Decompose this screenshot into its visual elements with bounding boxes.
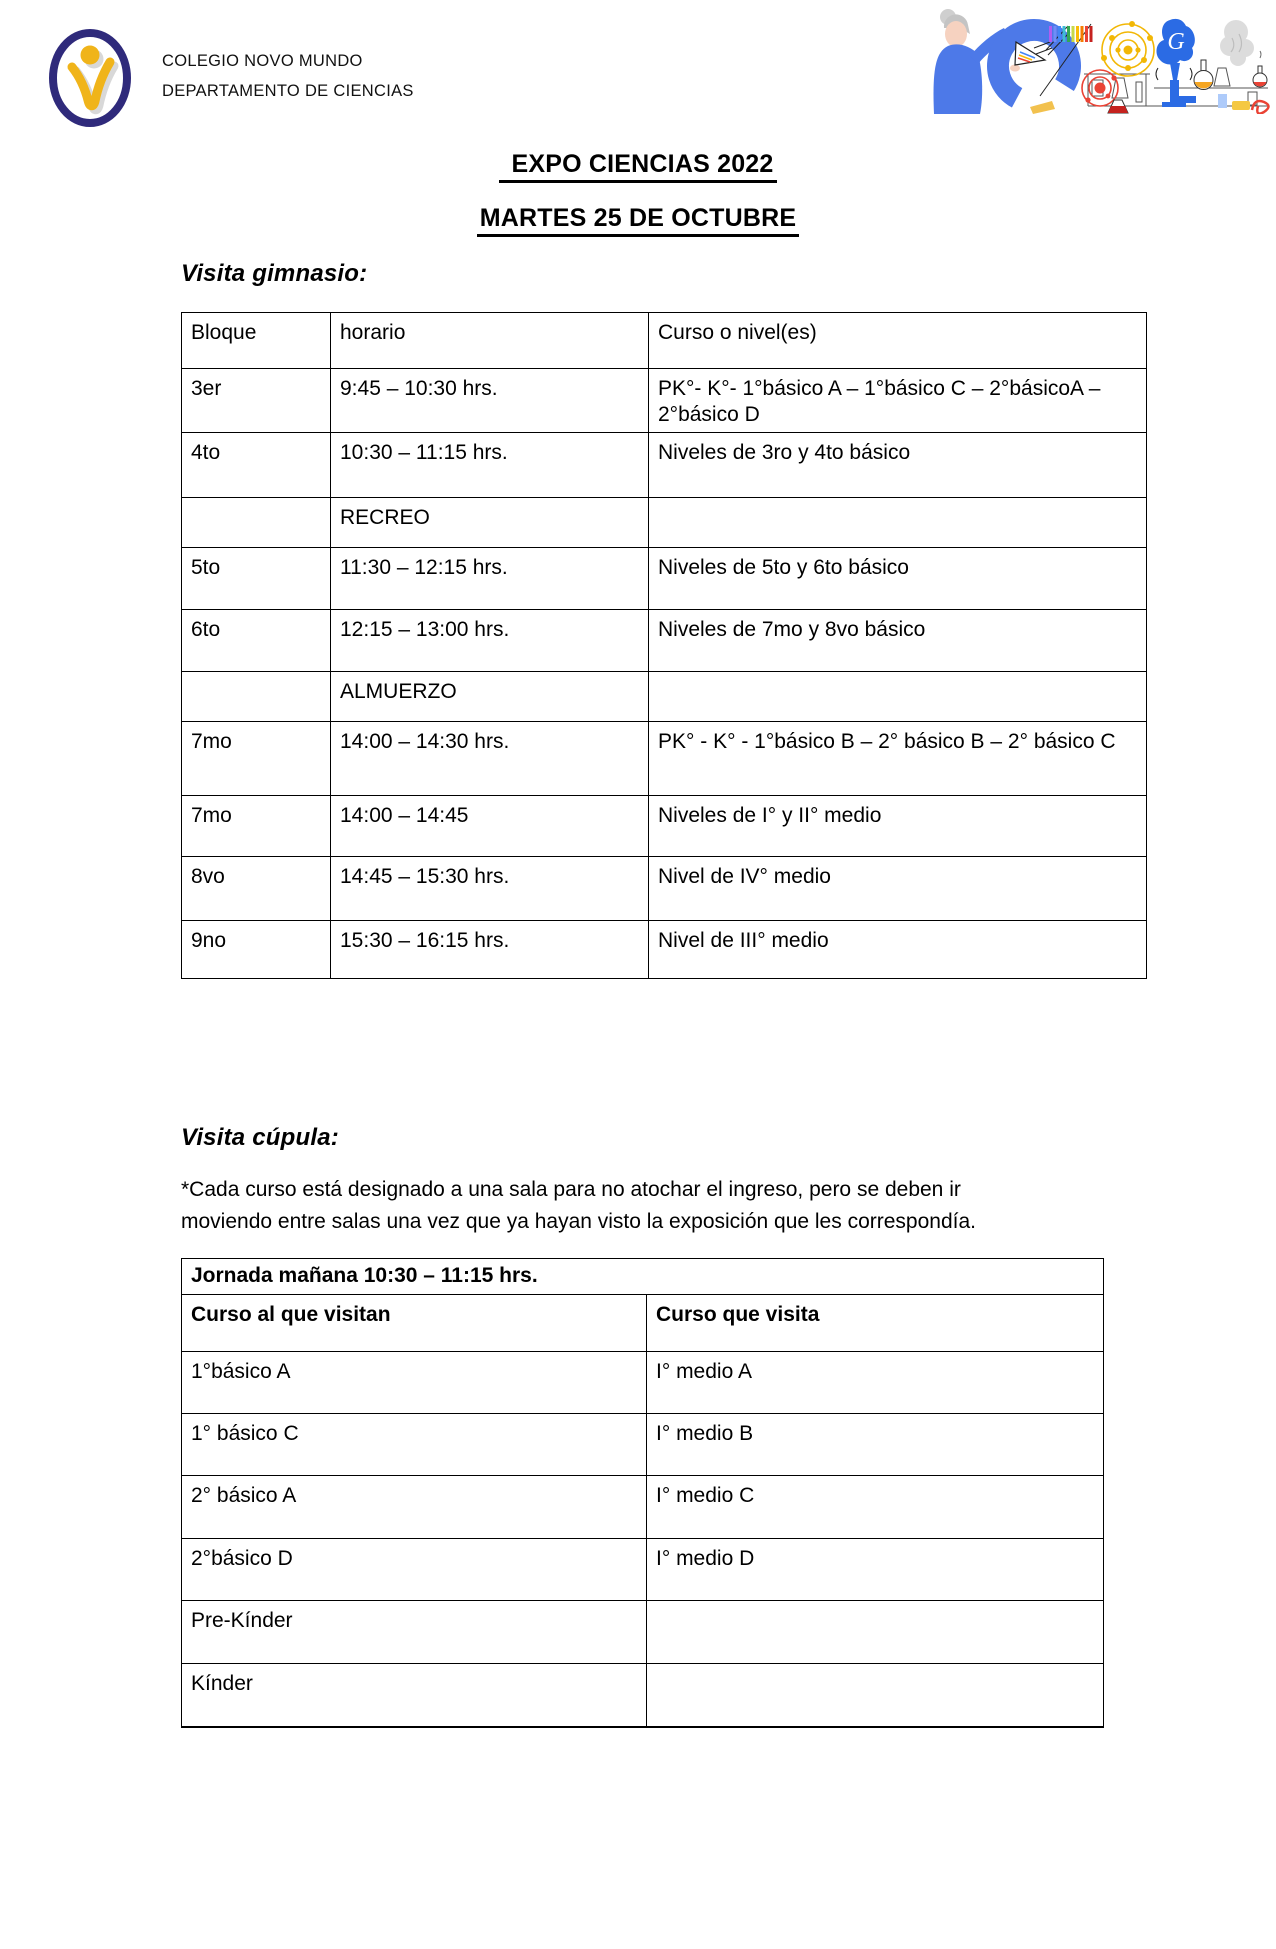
cell-bloque: 3er bbox=[182, 369, 331, 433]
date-text: MARTES 25 DE OCTUBRE bbox=[477, 204, 800, 237]
cell-curso-visita: I° medio C bbox=[647, 1476, 1104, 1539]
cell-curso-visitado: Kínder bbox=[182, 1664, 647, 1727]
table-header-row bbox=[182, 1295, 1104, 1352]
yellow-sponge-icon bbox=[1232, 101, 1250, 110]
school-name: COLEGIO NOVO MUNDO bbox=[162, 52, 363, 70]
red-flask-icon bbox=[1253, 51, 1267, 87]
table-row bbox=[182, 548, 1147, 610]
cell-bloque: 6to bbox=[182, 610, 331, 672]
cell-curso: Niveles de 5to y 6to básico bbox=[649, 548, 1147, 610]
cell-bloque bbox=[182, 672, 331, 722]
table-row bbox=[182, 921, 1147, 979]
cell-bloque bbox=[182, 498, 331, 548]
table-row bbox=[182, 1539, 1104, 1601]
cell-horario: 14:00 – 14:30 hrs. bbox=[331, 722, 649, 796]
document-title bbox=[0, 150, 1276, 179]
cell-horario: 9:45 – 10:30 hrs. bbox=[331, 369, 649, 433]
cell-horario: ALMUERZO bbox=[331, 672, 649, 722]
school-brand bbox=[44, 26, 414, 130]
school-name-block bbox=[162, 26, 414, 106]
table-row bbox=[182, 722, 1147, 796]
g-flame-icon bbox=[1156, 19, 1196, 107]
table-row bbox=[182, 857, 1147, 921]
document-date-title bbox=[0, 204, 1276, 233]
table-row bbox=[182, 1414, 1104, 1476]
cell-bloque: 7mo bbox=[182, 796, 331, 857]
header-bloque: Bloque bbox=[182, 313, 331, 369]
cell-bloque: 8vo bbox=[182, 857, 331, 921]
cell-curso: Nivel de III° medio bbox=[649, 921, 1147, 979]
cell-horario: 10:30 – 11:15 hrs. bbox=[331, 433, 649, 498]
table-row bbox=[182, 796, 1147, 857]
dome-visit-table bbox=[181, 1258, 1104, 1728]
cell-horario: 14:45 – 15:30 hrs. bbox=[331, 857, 649, 921]
school-logo-icon bbox=[44, 26, 136, 130]
table-row bbox=[182, 369, 1147, 433]
table-row bbox=[182, 1664, 1104, 1727]
cell-curso-visita: I° medio A bbox=[647, 1352, 1104, 1414]
svg-text:G: G bbox=[1167, 29, 1185, 55]
cell-curso bbox=[649, 498, 1147, 548]
cell-curso-visita bbox=[647, 1601, 1104, 1664]
cell-curso: Niveles de 7mo y 8vo básico bbox=[649, 610, 1147, 672]
orange-flask-icon bbox=[1194, 60, 1213, 90]
cell-curso-visitado: 1° básico C bbox=[182, 1414, 647, 1476]
cell-bloque: 4to bbox=[182, 433, 331, 498]
gym-schedule-table bbox=[181, 312, 1147, 979]
science-lab-doodle-icon bbox=[918, 8, 1270, 114]
cell-curso: Nivel de IV° medio bbox=[649, 857, 1147, 921]
band-title: Jornada mañana 10:30 – 11:15 hrs. bbox=[182, 1259, 1104, 1295]
table-band-row bbox=[182, 1259, 1104, 1295]
table-row bbox=[182, 1601, 1104, 1664]
cell-horario: 15:30 – 16:15 hrs. bbox=[331, 921, 649, 979]
cell-bloque: 5to bbox=[182, 548, 331, 610]
table-row bbox=[182, 610, 1147, 672]
cell-curso: PK°- K°- 1°básico A – 1°básico C – 2°básicoA – 2°básico D bbox=[649, 369, 1147, 433]
cell-horario: 12:15 – 13:00 hrs. bbox=[331, 610, 649, 672]
table-row bbox=[182, 1352, 1104, 1414]
header-curso: Curso o nivel(es) bbox=[649, 313, 1147, 369]
cell-horario: 14:00 – 14:45 bbox=[331, 796, 649, 857]
title-text: EXPO CIENCIAS 2022 bbox=[499, 150, 776, 183]
cell-curso: Niveles de 3ro y 4to básico bbox=[649, 433, 1147, 498]
table-row bbox=[182, 1476, 1104, 1539]
table-row bbox=[182, 433, 1147, 498]
dome-section-heading: Visita cúpula: bbox=[181, 1124, 339, 1151]
cell-curso: PK° - K° - 1°básico B – 2° básico B – 2° básico C bbox=[649, 722, 1147, 796]
cell-curso: Niveles de I° y II° medio bbox=[649, 796, 1147, 857]
gym-section-heading: Visita gimnasio: bbox=[181, 260, 368, 287]
cell-bloque: 7mo bbox=[182, 722, 331, 796]
red-atom-icon bbox=[1082, 70, 1118, 106]
cell-horario: RECREO bbox=[331, 498, 649, 548]
header-curso-visita: Curso que visita bbox=[647, 1295, 1104, 1352]
table-header-row bbox=[182, 313, 1147, 369]
school-department: DEPARTAMENTO DE CIENCIAS bbox=[162, 82, 414, 100]
cell-curso-visitado: 2° básico A bbox=[182, 1476, 647, 1539]
cell-curso-visita: I° medio D bbox=[647, 1539, 1104, 1601]
header-curso-visitado: Curso al que visitan bbox=[182, 1295, 647, 1352]
blue-cylinder-icon bbox=[1218, 94, 1227, 108]
red-coil-icon bbox=[1252, 101, 1269, 114]
cell-horario: 11:30 – 12:15 hrs. bbox=[331, 548, 649, 610]
table-row-recreo bbox=[182, 498, 1147, 548]
cell-curso-visitado: Pre-Kínder bbox=[182, 1601, 647, 1664]
header-horario: horario bbox=[331, 313, 649, 369]
cell-curso-visita bbox=[647, 1664, 1104, 1727]
cell-bloque: 9no bbox=[182, 921, 331, 979]
yellow-notebook-icon bbox=[1030, 101, 1055, 114]
cell-curso-visitado: 2°básico D bbox=[182, 1539, 647, 1601]
yellow-atom-icon bbox=[1101, 21, 1154, 76]
dome-note bbox=[181, 1174, 976, 1238]
smoke-icon bbox=[1220, 20, 1254, 66]
note-line: moviendo entre salas una vez que ya hayan visto la exposición que les correspondía. bbox=[181, 1210, 976, 1233]
note-line: *Cada curso está designado a una sala para no atochar el ingreso, pero se deben ir bbox=[181, 1178, 961, 1201]
cell-curso-visita: I° medio B bbox=[647, 1414, 1104, 1476]
cell-curso bbox=[649, 672, 1147, 722]
cell-curso-visitado: 1°básico A bbox=[182, 1352, 647, 1414]
table-row-almuerzo bbox=[182, 672, 1147, 722]
